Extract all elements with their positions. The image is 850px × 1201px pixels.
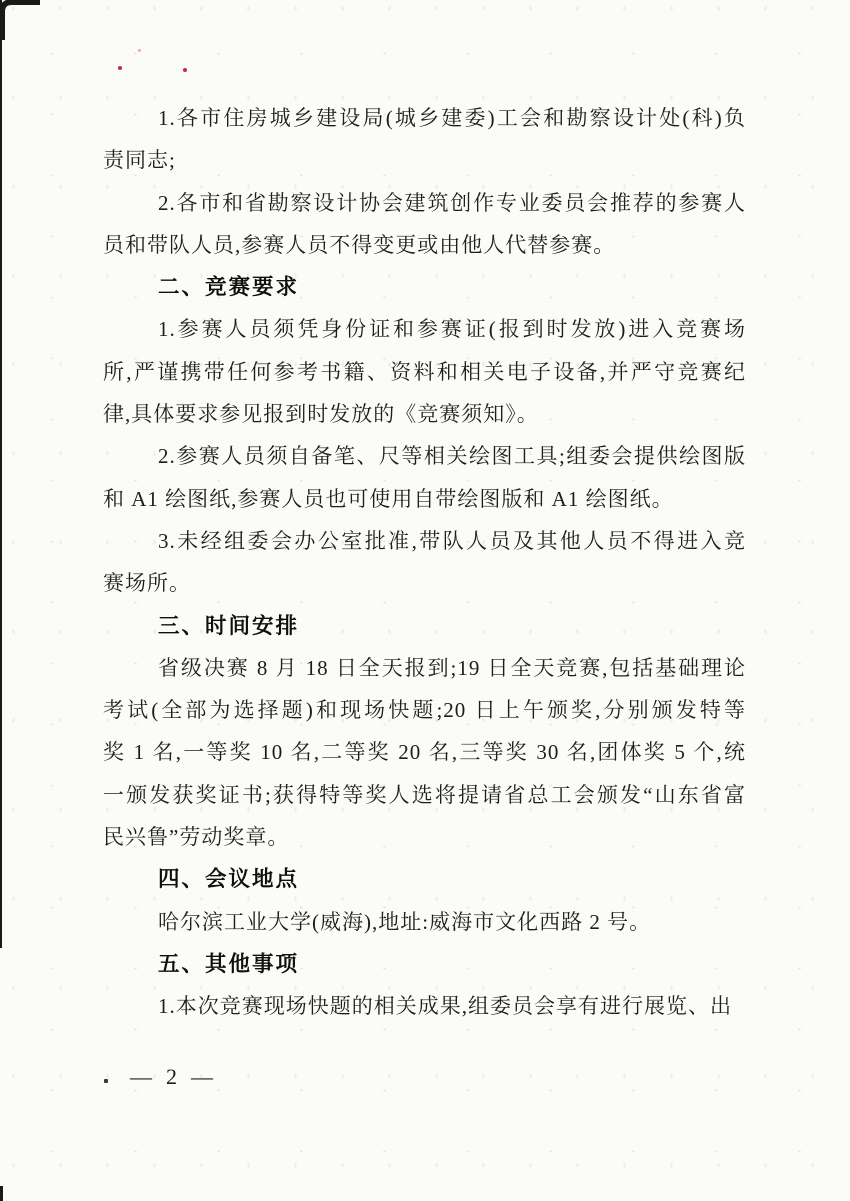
scan-dark-speck xyxy=(104,1079,108,1083)
body-text-line: 3.未经组委会办公室批准,带队人员及其他人员不得进入竞 xyxy=(158,528,746,553)
page-number xyxy=(130,1063,213,1091)
scan-pink-speck xyxy=(138,49,141,52)
page-number-dash: — xyxy=(191,1064,213,1089)
body-text-line: 省级决赛 8 月 18 日全天报到;19 日全天竞赛,包括基础理论 xyxy=(158,655,746,680)
body-text-line: 奖 1 名,一等奖 10 名,二等奖 20 名,三等奖 30 名,团体奖 5 个,统 xyxy=(103,740,746,765)
body-text-line: 2.参赛人员须自备笔、尺等相关绘图工具;组委会提供绘图版 xyxy=(158,444,746,469)
body-text-line: 2.各市和省勘察设计协会建筑创作专业委员会推荐的参赛人 xyxy=(158,190,746,215)
body-text-line: 民兴鲁”劳动奖章。 xyxy=(103,825,290,850)
body-text-line: 一颁发获奖证书;获得特等奖人选将提请省总工会颁发“山东省富 xyxy=(103,782,746,807)
page-number-value: 2 xyxy=(166,1064,177,1089)
body-text-line: 责同志; xyxy=(103,148,176,173)
scan-edge-line xyxy=(0,0,2,948)
document-body xyxy=(103,97,746,1028)
body-text-line: 哈尔滨工业大学(威海),地址:威海市文化西路 2 号。 xyxy=(158,909,652,934)
body-text-line: 员和带队人员,参赛人员不得变更或由他人代替参赛。 xyxy=(103,232,616,257)
scan-bottom-left-mark xyxy=(0,1186,3,1201)
section-heading: 三、时间安排 xyxy=(158,613,300,638)
body-text-line: 1.参赛人员须凭身份证和参赛证(报到时发放)进入竞赛场 xyxy=(158,317,746,342)
body-text-line: 考试(全部为选择题)和现场快题;20 日上午颁奖,分别颁发特等 xyxy=(103,698,746,723)
section-heading: 四、会议地点 xyxy=(158,867,300,892)
scan-red-speck xyxy=(118,66,122,70)
scan-corner-artifact xyxy=(0,0,50,44)
body-text-line: 赛场所。 xyxy=(103,571,191,596)
body-text-line: 1.本次竞赛现场快题的相关成果,组委员会享有进行展览、出 xyxy=(158,994,732,1019)
body-text-line: 律,具体要求参见报到时发放的《竞赛须知》。 xyxy=(103,402,539,427)
section-heading: 二、竞赛要求 xyxy=(158,275,300,300)
section-heading: 五、其他事项 xyxy=(158,951,300,976)
scan-red-speck xyxy=(183,68,187,72)
body-text-line: 所,严谨携带任何参考书籍、资料和相关电子设备,并严守竞赛纪 xyxy=(103,359,746,384)
body-text-line: 和 A1 绘图纸,参赛人员也可使用自带绘图版和 A1 绘图纸。 xyxy=(103,486,674,511)
body-text-line: 1.各市住房城乡建设局(城乡建委)工会和勘察设计处(科)负 xyxy=(158,106,746,130)
page-number-dash: — xyxy=(130,1064,152,1089)
